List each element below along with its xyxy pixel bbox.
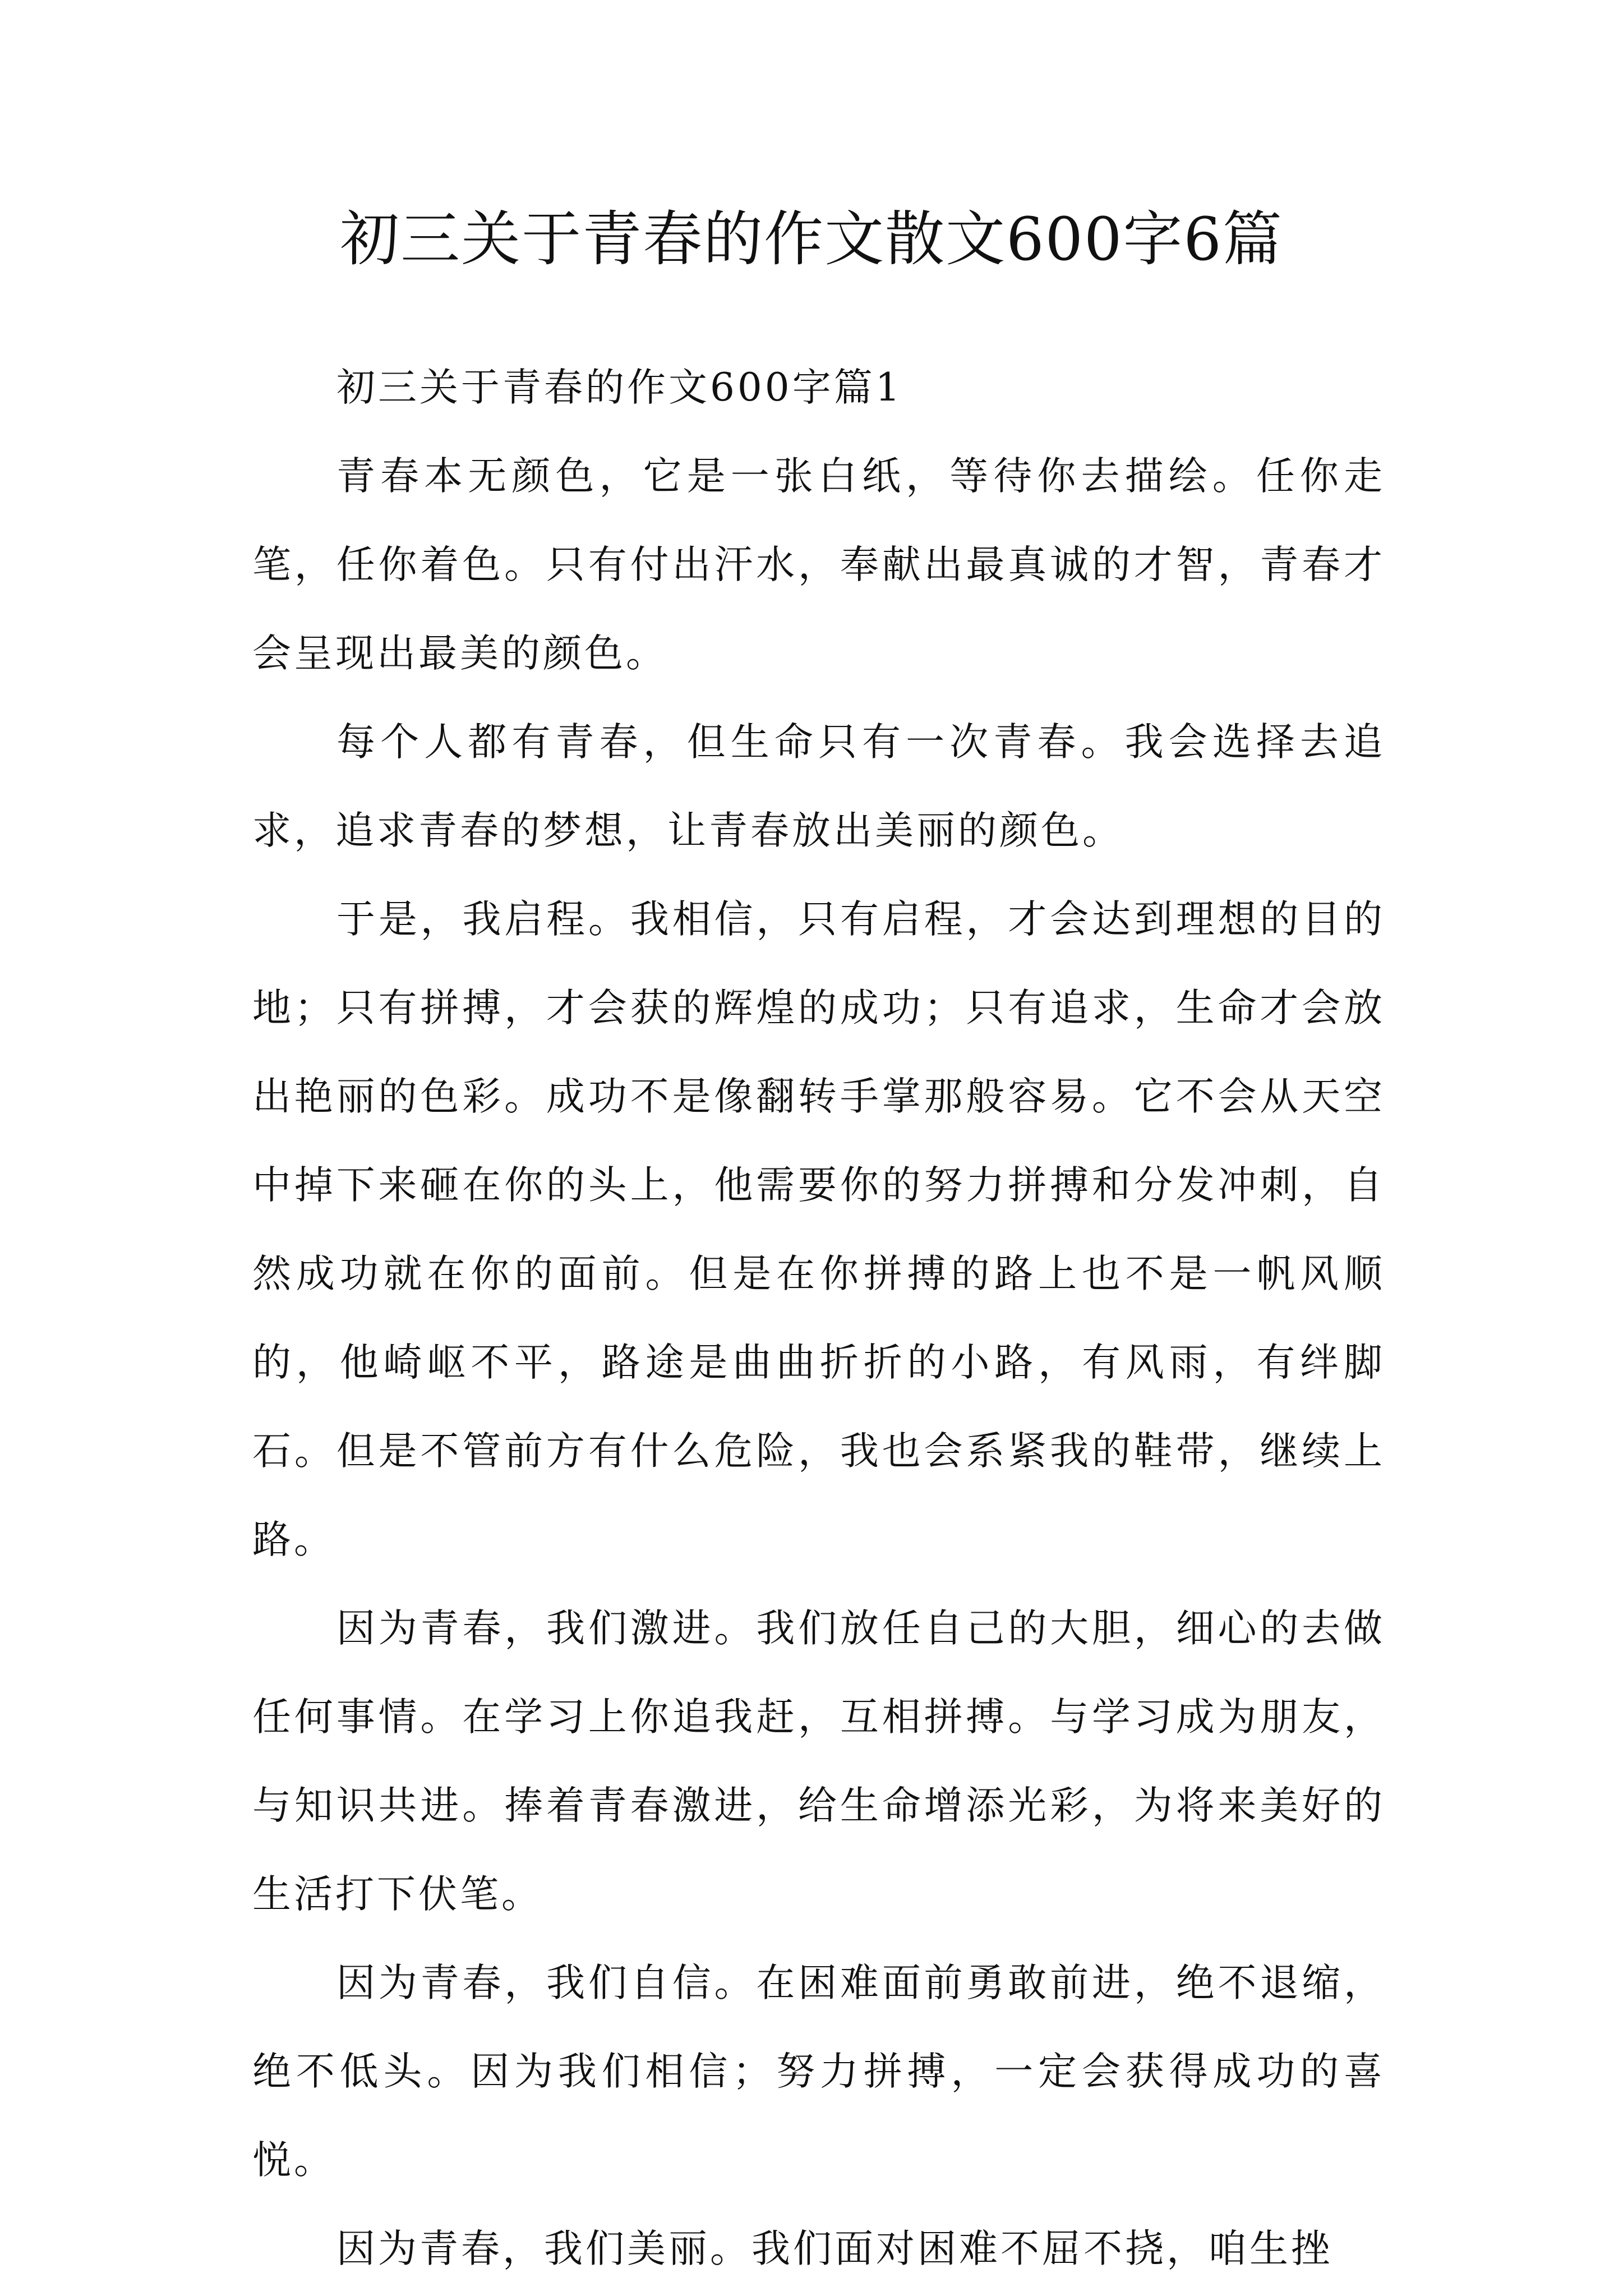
paragraph: 因为青春，我们自信。在困难面前勇敢前进，绝不退缩，绝不低头。因为我们相信；努力拼搏，一定会获得成功的喜悦。	[252, 1961, 1385, 2183]
paragraph: 因为青春，我们美丽。我们面对困难不屈不挠，咱生挫	[336, 2226, 1332, 2271]
document-title: 初三关于青春的作文散文600字6篇	[340, 205, 1283, 274]
paragraph: 因为青春，我们激进。我们放任自己的大胆，细心的去做任何事情。在学习上你追我赶，互相拼搏。与学习成为朋友，与知识共进。捧着青春激进，给生命增添光彩，为将来美好的生活打下伏笔。	[252, 1606, 1385, 1917]
section-heading: 初三关于青春的作文600字篇1	[336, 365, 903, 410]
paragraph: 于是，我启程。我相信，只有启程，才会达到理想的目的地；只有拼搏，才会获的辉煌的成功；只有追求，生命才会放出艳丽的色彩。成功不是像翻转手掌那般容易。它不会从天空中掉下来砸在你的头上，他需要你的努力拼搏和分发冲刺，自然成功就在你的面前。但是在你拼搏的路上也不是一帆风顺的，他崎岖不平，路途是曲曲折折的小路，有风雨，有绊脚石。但是不管前方有什么危险，我也会系紧我的鞋带，继续上路。	[252, 897, 1385, 1562]
document-body	[252, 343, 1385, 2293]
paragraph: 青春本无颜色，它是一张白纸，等待你去描绘。任你走笔，任你着色。只有付出汗水，奉献出最真诚的才智，青春才会呈现出最美的颜色。	[252, 454, 1385, 676]
paragraph: 每个人都有青春，但生命只有一次青春。我会选择去追求，追求青春的梦想，让青春放出美丽的颜色。	[252, 720, 1385, 853]
